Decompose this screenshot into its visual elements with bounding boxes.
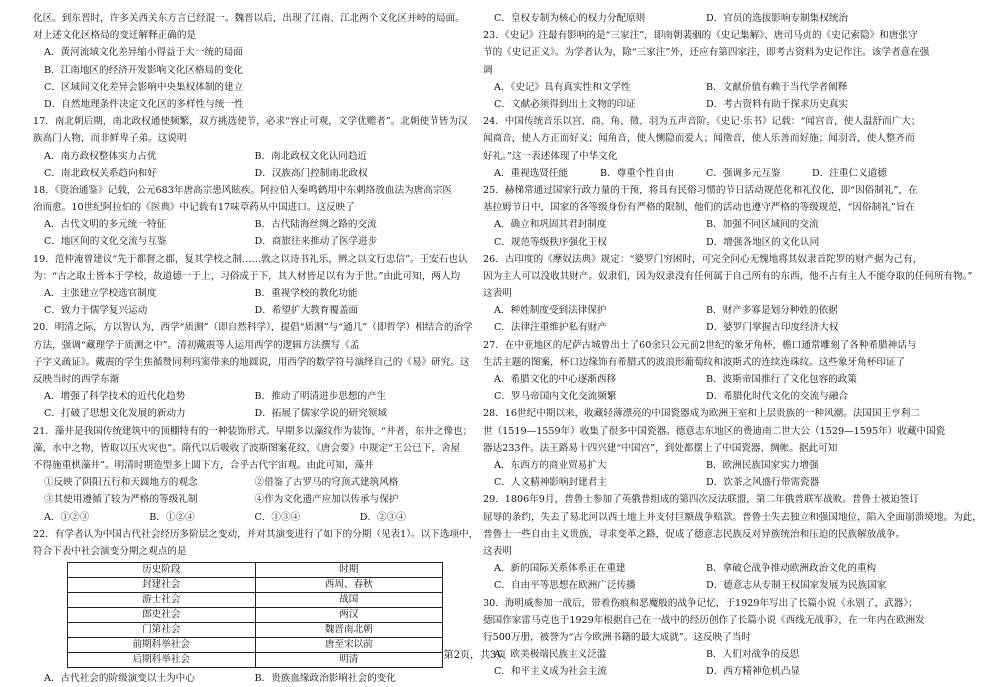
option-row	[483, 165, 918, 182]
text-line: 子字义疏证》。戴震的学生焦循赞同利玛窦带来的地圆说，用西学的数学符号演绎自己的《易》研究。这	[33, 356, 470, 368]
option-item: C．和平主义成为社会主流	[494, 666, 607, 678]
option-item: D．西方精神危机凸显	[706, 666, 801, 678]
table-cell: 西周、春秋	[255, 578, 443, 593]
text-line: 屈辱的条约，失去了易北河以西土地上并支付巨额战争赔款。普鲁士失去独立和强国地位，陷入全面崩溃境地。为此，	[483, 511, 982, 523]
option-item: A．欧美极端民族主义泛滥	[494, 649, 607, 661]
option-item: A．新的国际关系体系正在重建	[494, 563, 626, 575]
option-item: ④作为文化遗产应加以传承与保护	[254, 494, 399, 506]
text-line: 器达233件。法王路易十四兴建“中国宫”，到处都摆上了中国瓷器、绸帐。据此可知	[483, 442, 838, 454]
table-row	[68, 608, 443, 623]
option-item: D．拓展了儒家学说的研究领域	[254, 408, 387, 420]
option-item: B．财产多寡是划分种姓的依据	[706, 305, 838, 317]
option-item: A．增强了科学技术的近代化趋势	[44, 391, 186, 403]
table-cell: 战国	[255, 593, 443, 608]
option-item: A．确立和巩固其君封制度	[494, 219, 607, 231]
option-item: B．加强不同区域间的交流	[706, 219, 819, 231]
option-item: A．主张建立学校选官制度	[44, 288, 157, 300]
option-row	[33, 148, 465, 165]
option-item: B．人们对战争的反思	[706, 649, 800, 661]
option-item: A．古代文明的多元统一特征	[44, 219, 167, 231]
option-item: C．人文精神影响封建君主	[494, 477, 607, 489]
option-line: D．自然地理条件决定文化区的多样性与统一性	[44, 98, 244, 110]
text-line: 27．在中亚地区的尼萨古城曾出土了60余只公元前2世纪的象牙角杯，檐口通常雕刻了各种希腊神话与	[483, 339, 917, 351]
option-item: B．贵族血缘政治影响社会的变化	[254, 673, 396, 685]
text-line: 调	[483, 64, 493, 76]
option-row	[483, 457, 918, 474]
option-item: B．南北政权文化认同趋近	[254, 150, 368, 162]
option-row	[483, 371, 918, 388]
option-item: B．欧洲民族国家实力增强	[706, 460, 819, 472]
option-item: B．波斯帝国推行了文化包容的政策	[706, 374, 857, 386]
table-row	[68, 593, 443, 608]
option-item: C．法律注重维护私有财产	[494, 322, 607, 334]
option-row	[483, 663, 918, 680]
option-item: A．希腊文化的中心逐渐西移	[494, 374, 617, 386]
option-item: D．商旅往来推动了医学进步	[254, 236, 378, 248]
option-row	[483, 302, 918, 319]
text-line: 对上述文化区格局的变迁解释正确的是	[33, 30, 197, 42]
option-item: B．重视学校的教化功能	[254, 288, 358, 300]
text-line: 基拉姆节日中，国家的各等级身份有严格的限制，他们的活动也遵守严格的等级规范，“因俗制礼”旨在	[483, 202, 915, 214]
option-item: C．打破了思想文化发展的新动力	[44, 408, 186, 420]
option-row	[483, 234, 918, 251]
text-line: 24．中国传统音乐以宫、商、角、徵、羽为五声音阶。《史记·乐书》记载：“闻宫音，使人温舒而广大；	[483, 116, 921, 128]
table-cell: 封建社会	[68, 578, 256, 593]
option-item: B．推动了明清进步思想的产生	[254, 391, 387, 403]
option-item: D．希望扩大教育覆盖面	[254, 305, 359, 317]
table-header-cell: 时期	[255, 563, 443, 578]
text-line: 方法，强调“藏理学于质测之中”。清初戴震等人运用西学的逻辑方法撰写《孟	[33, 339, 360, 351]
text-line: 17．南北朝后期，南北政权通使频繁，双方挑选使节，必求“容止可观，文学优赡者”。北朝使节皆为汉	[33, 116, 468, 128]
option-item: D．考古资料有助于探求历史真实	[706, 98, 849, 110]
option-item: A．古代社会的阶级演变以士为中心	[44, 673, 195, 685]
left-question-block	[33, 10, 479, 560]
table-cell: 明清	[255, 653, 443, 668]
option-item: D．增强各地区的文化认同	[706, 236, 820, 248]
option-item: A．东西方的商业贸易扩大	[494, 460, 607, 472]
text-line: 为：“古之取士皆本于学校，故道德一于上，习俗成于下，其人材皆足以有为于世。”由此可知，两人均	[33, 270, 461, 282]
text-line: 因为主人可以没收其财产。奴隶们，因为奴隶没有任何属于自己所有的东西，他不占有主人不能夺取的任何所有物。”	[483, 270, 973, 282]
text-line: 29．1806年9月，普鲁士参加了英俄普组成的第四次反法联盟，第二年俄普联军战败。普鲁士被迫签订	[483, 494, 920, 506]
text-line: 25．赫梯常通过国家行政力量的干预，将具有民俗习惯的节日活动规范化和礼仪化，即“因俗制礼”，在	[483, 184, 918, 196]
table-cell: 郎吏社会	[68, 608, 256, 623]
text-line: 不得施重栱藻井”。明清时期造型多上圆下方，合乎古代宇宙观。由此可知，藻井	[33, 460, 374, 471]
text-line: 26．古印度的《摩奴法典》规定：“婆罗门穷困时，可完全问心无愧地将其奴隶首陀罗的财产据为己有，	[483, 253, 923, 265]
option-item: C．罗马帝国内文化交流频繁	[494, 391, 617, 403]
option-row	[483, 560, 918, 577]
option-item: C．规范等级秩序强化王权	[494, 236, 607, 248]
option-line: A．黄河流域文化差异缩小得益于大一统的局面	[44, 47, 243, 59]
text-line: 族高门人物，而非鲜卑子弟。这说明	[33, 133, 187, 145]
option-row	[33, 509, 465, 526]
table-header-row	[68, 563, 443, 578]
option-row	[483, 319, 918, 336]
text-line: 治而愈。10世纪阿拉伯的《医典》中记载有17味草药从中国进口。这反映了	[33, 202, 355, 214]
text-line: 符合下表中社会演变分期之观点的是	[33, 545, 187, 557]
table-cell: 后期科举社会	[68, 653, 256, 668]
option-item: A．《史记》具有真实性和文学性	[494, 81, 631, 93]
text-line: 生活主题的图案，杯口边缘饰有希腊式的波浪形葡萄纹和波斯式的连续连珠纹。这些象牙角杯印证了	[483, 356, 906, 368]
option-row	[483, 388, 918, 405]
option-row	[483, 216, 918, 233]
option-item: A．①②③	[44, 511, 90, 523]
option-item: ③其使用遵循了较为严格的等级礼制	[44, 494, 198, 506]
page-footer: 第2页，共3页	[443, 650, 507, 661]
option-item: B．古代陆海丝绸之路的交流	[254, 219, 377, 231]
option-item: A．种姓制度受到法律保护	[494, 305, 607, 317]
text-line: 20．明清之际，方以智认为，西学“质测”（即自然科学），提倡“质测”与“通几”（即哲学）相结合的治学	[33, 322, 473, 334]
table-header-cell: 历史阶段	[68, 563, 256, 578]
text-line: 这表明	[483, 288, 512, 300]
option-item: C．致力于儒学复兴运动	[44, 305, 148, 317]
option-line: C．区域间文化差异会影响中央集权体制的建立	[44, 81, 244, 93]
option-item: D．官员的选拔影响专制集权统治	[706, 13, 849, 24]
option-row	[33, 474, 465, 491]
table-row	[68, 578, 443, 593]
option-item: D．饮茶之风盛行带需瓷器	[706, 477, 820, 489]
option-item: B．文献价值有赖于当代学者阐释	[706, 81, 848, 93]
option-row	[483, 96, 918, 113]
right-question-block	[483, 10, 982, 681]
table-cell: 唐至宋以前	[255, 638, 443, 653]
option-item: D．注重仁义道德	[812, 167, 887, 179]
option-item: B．尊重个性自由	[600, 167, 675, 179]
option-item: C．强调多元互鉴	[706, 167, 781, 179]
text-line: 化区。到东晋时，许多关西关东方言已经混一。魏晋以后，出现了江南、江北两个文化区并峙的局面。	[33, 13, 465, 24]
option-row	[33, 165, 465, 182]
text-line: 普鲁士一些自由主义贵族，寻求变革之路，促成了德意志民族反对异族统治和压迫的民族解放战争。	[483, 528, 906, 540]
text-line: 30．海明威参加一战后，带着伤痕和恶魔般的战争记忆，于1929年写出了长篇小说《永别了，武器》；	[483, 597, 918, 609]
text-line: 21．藻井是我国传统建筑中的顶棚特有的一种装饰形式。早期多以藻纹作为装饰，“井者，东井之像也；	[33, 425, 473, 437]
option-row	[33, 233, 465, 250]
table-cell: 游士社会	[68, 593, 256, 608]
option-item: A．南方政权整体实力占优	[44, 150, 157, 162]
table-cell: 两汉	[255, 608, 443, 623]
option-item: B．①②④	[149, 511, 195, 523]
text-line: 28．16世纪中期以来，收藏轻薄漂亮的中国瓷器成为欧洲王室和上层贵族的一种风潮。法国国王亨利二	[483, 408, 920, 420]
option-row	[483, 10, 918, 27]
option-item: B．拿破仑战争推动欧洲政治文化的重构	[706, 563, 877, 575]
text-line: 18．《资治通鉴》记载，公元683年唐高宗患风眩疾。阿拉伯人秦鸣鹤用中东刺络放血法为唐高宗医	[33, 184, 453, 196]
option-item: D．希腊化时代文化的交流与融合	[706, 391, 849, 403]
option-item: D．汉族高门控制南北政权	[254, 167, 368, 179]
option-row	[33, 405, 465, 422]
option-item: ②借鉴了古罗马的穹顶式建筑风格	[254, 477, 399, 489]
text-line: 反映当时的西学东渐	[33, 374, 120, 386]
text-line: 节的《史记正义》。为学者认为，除“三家注”外，还应有第四家注，即考古资料为史记作注。该学者意在强	[483, 47, 930, 59]
text-line: 这表明	[483, 546, 512, 557]
table-row	[68, 623, 443, 638]
text-line: 好礼。”这一表述体现了中华文化	[483, 150, 618, 162]
text-line: 闻商音，使人方正而好义；闻角音，使人恻隐而爱人；闻徵音，使人乐善而好施；闻羽音，使人整齐而	[483, 133, 915, 145]
option-row	[33, 216, 465, 233]
text-line: 德国作家雷马克也于1929年根据自己在一战中的经历创作了长篇小说《西线无战事》，在一年内在欧洲发	[483, 614, 925, 626]
right-column	[483, 10, 982, 681]
text-line: 藻，水中之物，皆取以压火灾也”。隋代以后吸收了波斯图案花纹，《唐会要》中规定“王公已下，舍屋	[33, 442, 461, 454]
text-line: 行500万册，被誉为“古今欧洲书籍的最大成就”。这反映了当时	[483, 631, 751, 643]
table-cell: 前期科举社会	[68, 638, 256, 653]
option-item: C．南北政权关系趋向和好	[44, 167, 157, 179]
option-row	[483, 79, 918, 96]
option-item: C．①③④	[254, 511, 301, 523]
option-item: A．重视选贤任能	[494, 167, 569, 179]
table-cell: 门第社会	[68, 623, 256, 638]
table-cell: 魏晋南北朝	[255, 623, 443, 638]
option-item: C．自由平等思想在欧洲广泛传播	[494, 580, 636, 592]
left-trailing-options	[33, 670, 465, 687]
option-row	[483, 577, 918, 594]
text-line: 23．《史记》注最有影响的是“三家注”，即南朝裴骃的《史记集解》、唐司马贞的《史记索隐》和唐张守	[483, 30, 918, 42]
option-row	[33, 285, 465, 302]
option-row	[33, 491, 465, 508]
option-item: D．②③④	[359, 511, 406, 523]
option-item: D．婆罗门掌握古印度经济大权	[706, 322, 839, 334]
text-line: 19．范仲淹曾建议“先于都督之郡，复其学校之制……敦之以诗书礼乐，辨之以文行忠信”。王安石也认	[33, 253, 468, 265]
option-item: C．地区间的文化交流与互鉴	[44, 236, 167, 248]
option-row	[33, 388, 465, 405]
text-line: 世（1519—1559年）收集了很多中国瓷器。德意志东地区的费迪南二世大公（1529—1595年）收藏中国瓷	[483, 425, 946, 437]
option-line: B．江南地区的经济开发影响文化区格局的变化	[44, 64, 243, 76]
option-item: C．文献必须得到出土文物的印证	[494, 98, 636, 110]
option-row	[483, 474, 918, 491]
option-row	[33, 302, 465, 319]
option-item: C．皇权专制为核心的权力分配原则	[494, 13, 646, 24]
option-item: D．德意志从专制王权国家发展为民族国家	[706, 580, 887, 592]
text-line: 22．有学者认为中国古代社会经历多阶层之变动，并对其演变进行了如下的分期（见表1）。以下选项中，	[33, 528, 479, 540]
option-item: ①反映了阴阳五行和天圆地方的观念	[44, 477, 198, 489]
option-row	[33, 670, 465, 687]
